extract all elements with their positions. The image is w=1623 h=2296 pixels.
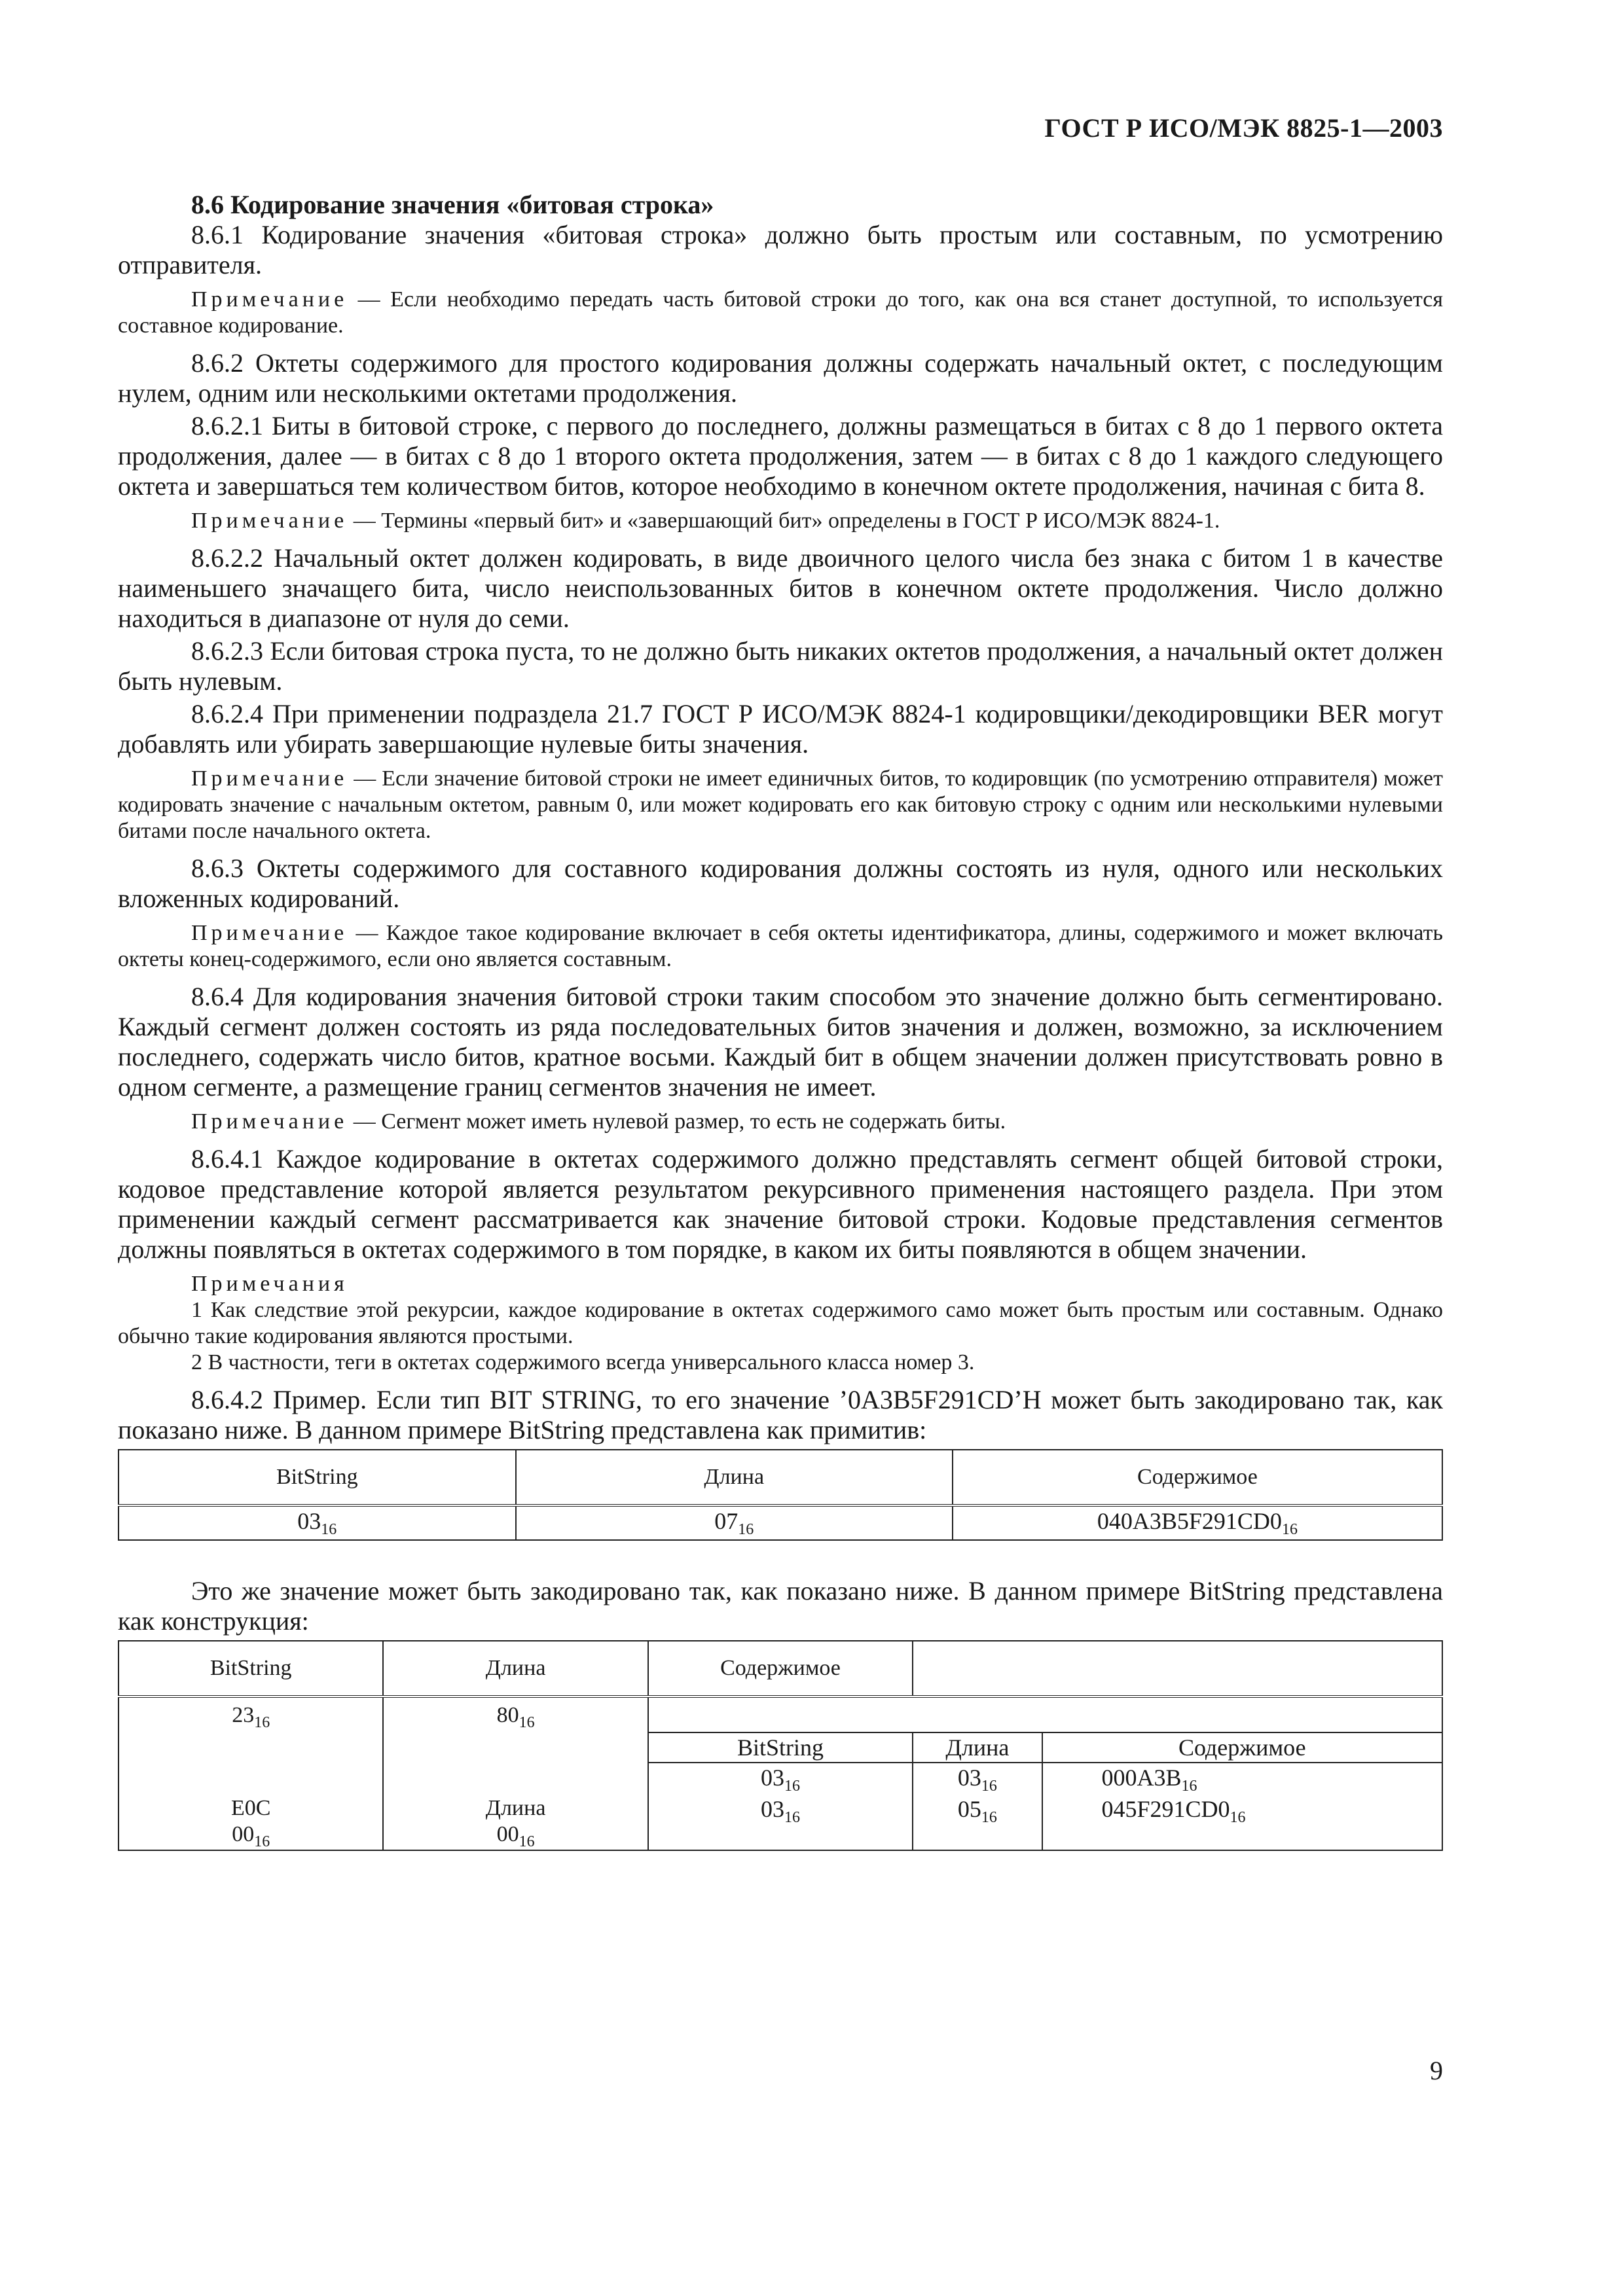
table-header: BitString — [119, 1450, 516, 1505]
page-number: 9 — [1430, 2056, 1443, 2085]
table-cell: $000A3B_{16}$ $045F291CD0_{16}$ — [1042, 1763, 1442, 1850]
primitive-encoding-table — [118, 1449, 1443, 1541]
table-cell: $80_{16}$ Длина $00_{16}$ — [383, 1696, 647, 1850]
note-label: Примечание — [191, 921, 348, 945]
table-header: Содержимое — [953, 1450, 1442, 1505]
table-cell: $07_{16}$ — [516, 1505, 953, 1540]
table-cell-empty — [648, 1696, 913, 1732]
note-label: Примечание — [191, 287, 348, 312]
table-header: BitString — [119, 1641, 383, 1696]
note — [118, 287, 1443, 339]
paragraph: Это же значение может быть закодировано так, как показано ниже. В данном примере BitString представлена как конструкция: — [118, 1576, 1443, 1636]
paragraph: 8.6.2.4 При применении подраздела 21.7 ГОСТ Р ИСО/МЭК 8824-1 кодировщики/декодировщики BER могут добавлять или убирать завершающие нулевые биты значения. — [118, 699, 1443, 759]
table-cell-empty — [913, 1696, 1442, 1732]
note — [118, 766, 1443, 844]
note — [118, 1109, 1443, 1135]
paragraph: 8.6.4 Для кодирования значения битовой строки таким способом это значение должно быть сегментировано. Каждый сегмент должен состоять из ряда последовательных битов значения и должен, возможно, за исключением последнего, содержать число битов, кратное восьми. Каждый бит в общем значении должен присутствовать ровно в одном сегменте, а размещение границ сегментов значения не имеет. — [118, 982, 1443, 1102]
table-cell: $040A3B5F291CD0_{16}$ — [953, 1505, 1442, 1540]
table-cell: $03_{16}$ $05_{16}$ — [913, 1763, 1042, 1850]
paragraph: 8.6.3 Октеты содержимого для составного кодирования должны состоять из нуля, одного или нескольких вложенных кодирований. — [118, 853, 1443, 913]
paragraph: 8.6.2 Октеты содержимого для простого кодирования должны содержать начальный октет, с последующим нулем, одним или несколькими октетами продолжения. — [118, 348, 1443, 408]
inner-header: Содержимое — [1178, 1734, 1306, 1761]
paragraph: 8.6.4.1 Каждое кодирование в октетах содержимого должно представлять сегмент общей битовой строки, кодовое представление которой является результатом рекурсивного применения настоящего раздела. При этом применении каждый сегмент рассматривается как значение битовой строки. Кодовые представления сегментов должны появляться в октетах содержимого в том порядке, в каком их биты появляются в общем значении. — [118, 1144, 1443, 1264]
table-header-empty — [913, 1641, 1442, 1696]
note-item: 1 Как следствие этой рекурсии, каждое кодирование в октетах содержимого само может быть простым или составным. Однако обычно такие кодирования являются простыми. — [118, 1298, 1443, 1348]
running-header: ГОСТ Р ИСО/МЭК 8825-1—2003 — [1044, 113, 1443, 143]
document-body — [118, 190, 1443, 1851]
inner-header: BitString — [648, 1732, 913, 1763]
paragraph: 8.6.1 Кодирование значения «битовая строка» должно быть простым или составным, по усмотрению отправителя. — [118, 220, 1443, 279]
inner-header: Длина — [913, 1732, 1042, 1763]
note-label: Примечание — [191, 509, 348, 533]
paragraph: 8.6.2.1 Биты в битовой строке, с первого до последнего, должны размещаться в битах с 8 до 1 первого октета продолжения, далее — в битах с 8 до 1 второго октета продолжения, затем — в битах с 8 до 1 каждого следующего октета и завершаться тем количеством битов, которое необходимо в конечном октете продолжения, начиная с бита 8. — [118, 411, 1443, 501]
note-item: 2 В частности, теги в октетах содержимого всегда универсального класса номер 3. — [191, 1350, 975, 1374]
table-cell: $23_{16}$ E0C $00_{16}$ — [119, 1696, 383, 1850]
notes-heading — [118, 1271, 1443, 1297]
table-cell: $03_{16}$ — [119, 1505, 516, 1540]
note-text: — Сегмент может иметь нулевой размер, то есть не содержать биты. — [348, 1109, 1006, 1134]
table-header: Длина — [516, 1450, 953, 1505]
note-text: — Каждое такое кодирование включает в себя октеты идентификатора, длины, содержимого и может включать октеты конец-содержимого, если оно является составным. — [118, 921, 1443, 971]
paragraph: 8.6.2.2 Начальный октет должен кодировать, в виде двоичного целого числа без знака с битом 1 в качестве наименьшего значащего бита, число неиспользованных битов в конечном октете продолжения. Число должно находиться в диапазоне от нуля до семи. — [118, 543, 1443, 633]
paragraph: 8.6.2.3 Если битовая строка пуста, то не должно быть никаких октетов продолжения, а начальный октет должен быть нулевым. — [118, 636, 1443, 696]
note-label: Примечание — [191, 766, 348, 791]
paragraph: 8.6.4.2 Пример. Если тип BIT STRING, то его значение ’0A3B5F291CD’H может быть закодировано так, как показано ниже. В данном примере BitString представлена как примитив: — [118, 1385, 1443, 1444]
notes-label: Примечания — [191, 1272, 348, 1296]
note — [118, 508, 1443, 534]
note-label: Примечание — [191, 1109, 348, 1134]
note — [118, 920, 1443, 973]
table-header: Длина — [383, 1641, 647, 1696]
table-cell: $03_{16}$ $03_{16}$ — [648, 1763, 913, 1850]
note-text: — Термины «первый бит» и «завершающий бит» определены в ГОСТ Р ИСО/МЭК 8824-1. — [348, 509, 1220, 533]
section-heading: 8.6 Кодирование значения «битовая строка» — [191, 190, 714, 219]
constructed-encoding-table — [118, 1640, 1443, 1851]
table-header: Содержимое — [648, 1641, 913, 1696]
note-text: — Если значение битовой строки не имеет единичных битов, то кодировщик (по усмотрению отправителя) может кодировать значение с начальным октетом, равным 0, или может кодировать его как битовую строку с одним или несколькими нулевыми битами после начального октета. — [118, 766, 1443, 843]
note-text: — Если необходимо передать часть битовой строки до того, как она вся станет доступной, то используется составное кодирование. — [118, 287, 1443, 338]
